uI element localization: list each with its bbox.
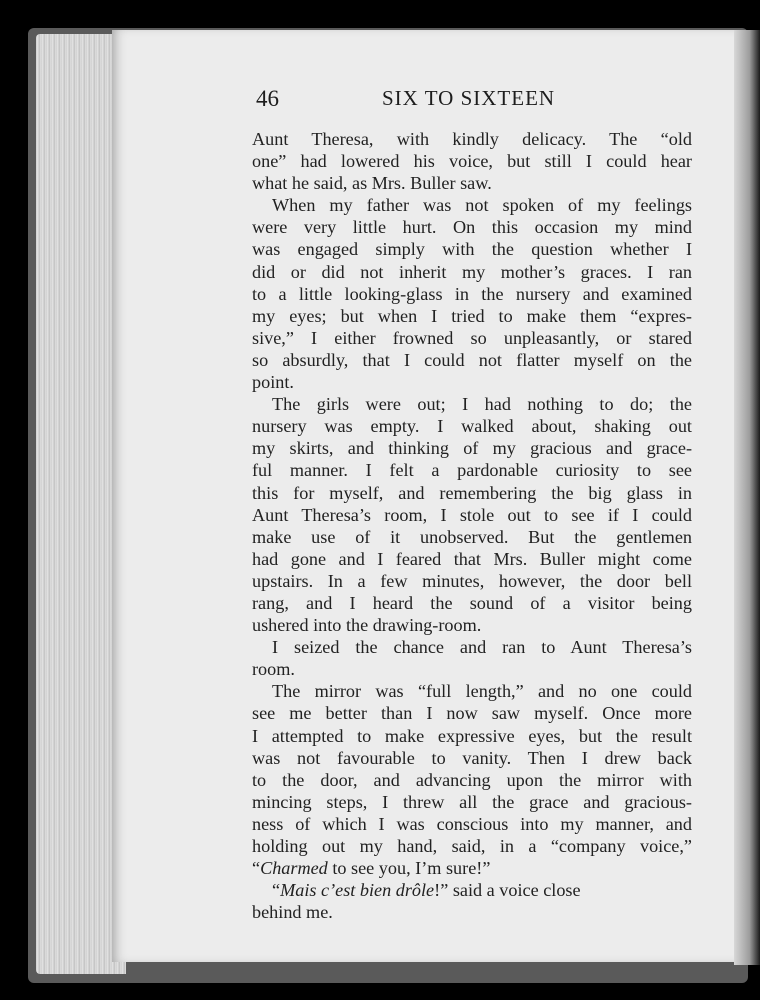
italic-text: Mais c’est bien drôle (280, 880, 435, 901)
page-header (256, 86, 576, 116)
text-line: make use of it unobserved. But the gentlemen (252, 526, 692, 547)
text-line: When my father was not spoken of my feelings (272, 195, 692, 216)
text-line: I attempted to make expressive eyes, but the result (252, 725, 692, 746)
quote-mark: “ (252, 858, 261, 879)
text-line: my skirts, and thinking of my gracious and grace- (252, 438, 692, 459)
text-line: The girls were out; I had nothing to do; the (272, 394, 692, 415)
text-run: !” said a voice close (434, 880, 581, 901)
body-text (252, 128, 692, 923)
text-line: ushered into the drawing-room. (252, 615, 482, 636)
text-line: my eyes; but when I tried to make them “expres- (252, 305, 692, 326)
italic-text: Charmed (260, 858, 328, 879)
text-line: I seized the chance and ran to Aunt Theresa’s (272, 637, 692, 658)
running-title: SIX TO SIXTEEN (382, 86, 556, 110)
text-line: to a little looking-glass in the nursery and examined (252, 283, 692, 304)
text-line: holding out my hand, said, in a “company voice,” (252, 836, 692, 856)
text-line: this for myself, and remembering the big glass in (252, 482, 692, 503)
text-line: Aunt Theresa, with kindly delicacy. The “old (252, 129, 692, 149)
text-line: upstairs. In a few minutes, however, the door bell (252, 570, 692, 591)
text-line: did or did not inherit my mother’s graces. I ran (252, 261, 692, 282)
text-line (252, 879, 692, 901)
text-line: mincing steps, I threw all the grace and gracious- (252, 791, 692, 812)
page-number: 46 (256, 86, 279, 111)
text-line: behind me. (252, 902, 333, 923)
quote-mark: “ (272, 880, 281, 901)
text-line: had gone and I feared that Mrs. Buller might come (252, 548, 692, 569)
text-line: Aunt Theresa’s room, I stole out to see if I could (252, 504, 692, 525)
text-line: was not favourable to vanity. Then I drew back (252, 747, 692, 768)
text-line: ness of which I was conscious into my manner, and (252, 813, 692, 834)
text-line: one” had lowered his voice, but still I could hear (252, 151, 692, 172)
text-line: sive,” I either frowned so unpleasantly, or stared (252, 327, 692, 348)
text-line: so absurdly, that I could not flatter myself on the (252, 349, 692, 370)
text-line: what he said, as Mrs. Buller saw. (252, 173, 492, 194)
text-line: was engaged simply with the question whether I (252, 239, 692, 260)
text-line (252, 857, 692, 879)
text-run: to see you, I’m sure!” (327, 858, 491, 879)
text-line: rang, and I heard the sound of a visitor being (252, 592, 692, 613)
text-line: point. (252, 372, 294, 393)
text-line: room. (252, 659, 295, 680)
text-line: ful manner. I felt a pardonable curiosity to see (252, 460, 692, 481)
text-line: The mirror was “full length,” and no one could (272, 681, 692, 702)
text-line: nursery was empty. I walked about, shaking out (252, 416, 692, 437)
text-line: were very little hurt. On this occasion my mind (252, 217, 692, 238)
facing-page-edge (734, 30, 760, 965)
text-line: to the door, and advancing upon the mirror with (252, 769, 692, 790)
text-line: see me better than I now saw myself. Once more (252, 703, 692, 724)
